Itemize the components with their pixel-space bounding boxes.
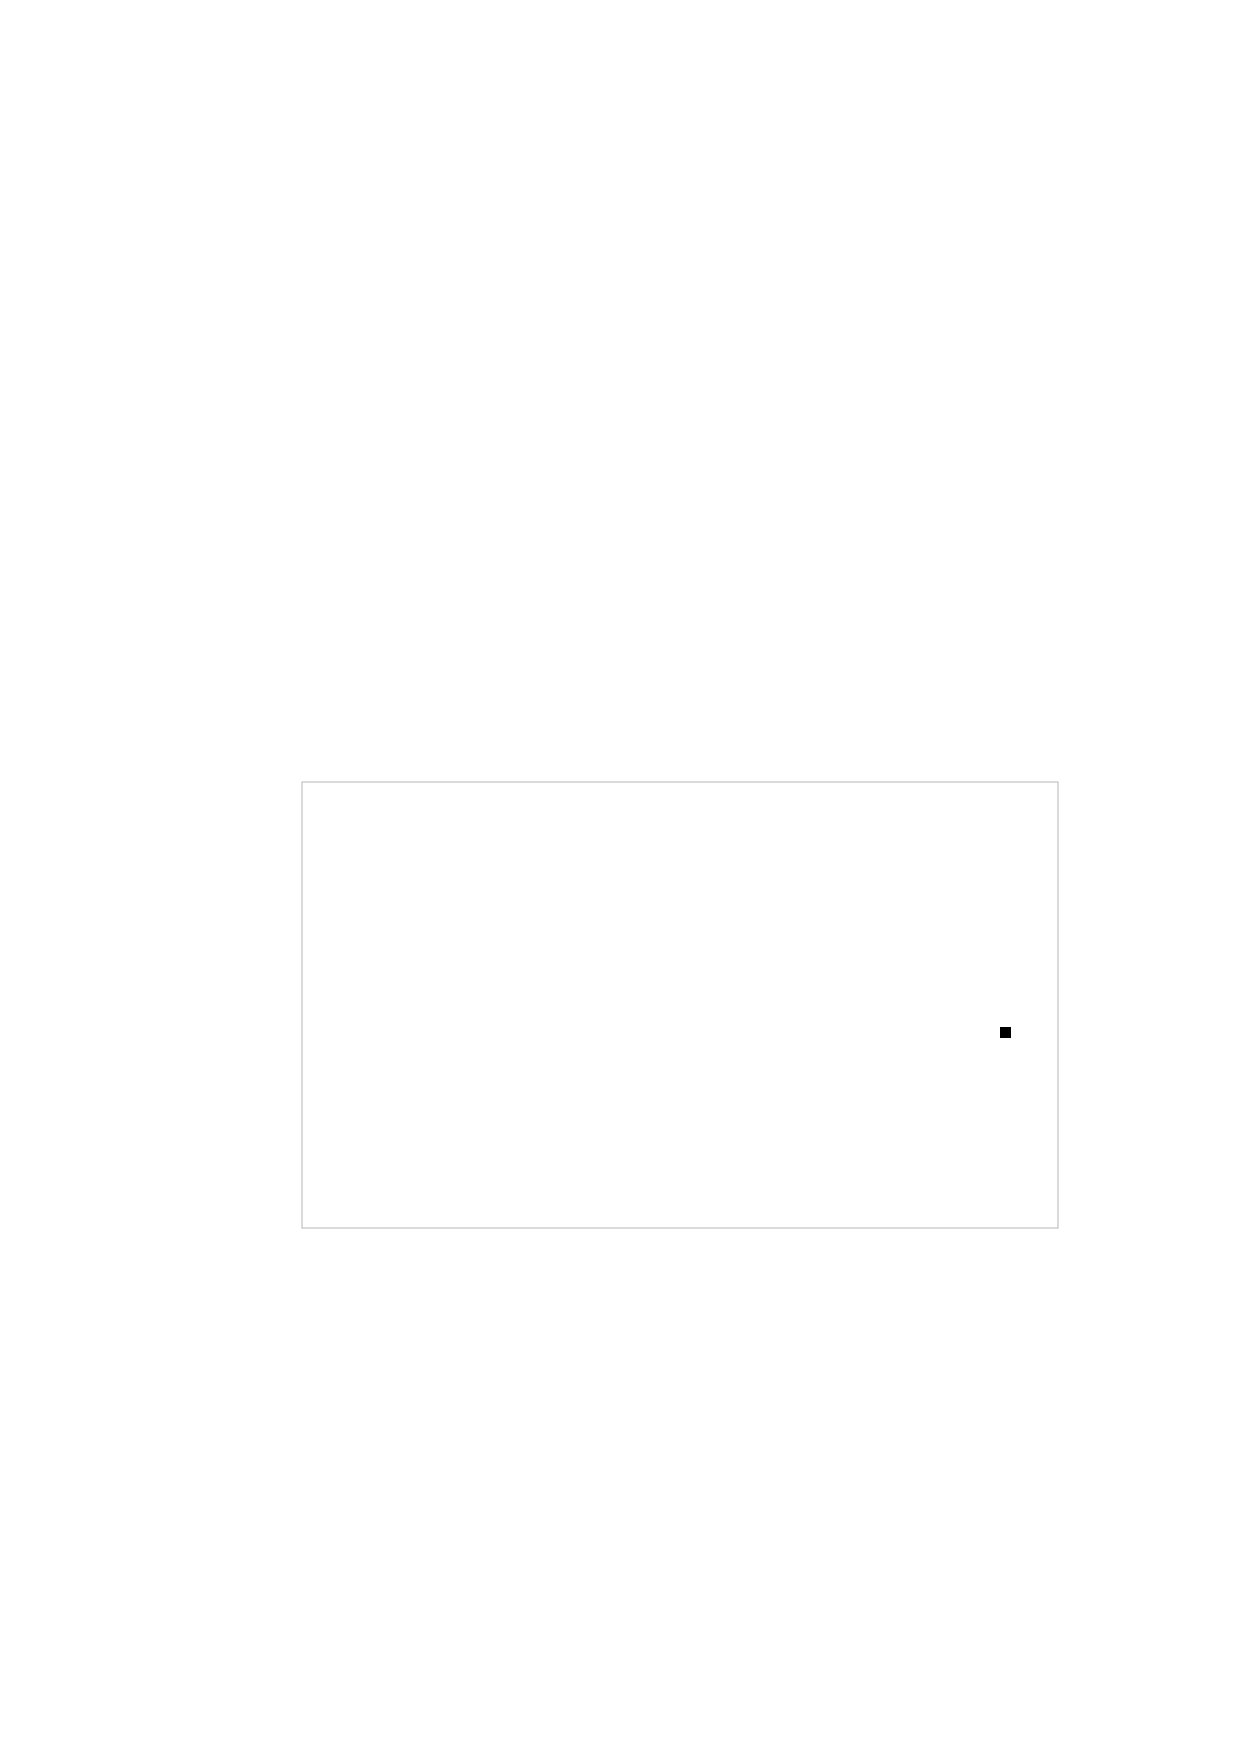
chart-frame xyxy=(302,782,1058,1228)
bar-chart xyxy=(302,782,1058,1228)
chart-legend xyxy=(1000,1027,1011,1038)
legend-swatch-a xyxy=(1000,1027,1011,1038)
